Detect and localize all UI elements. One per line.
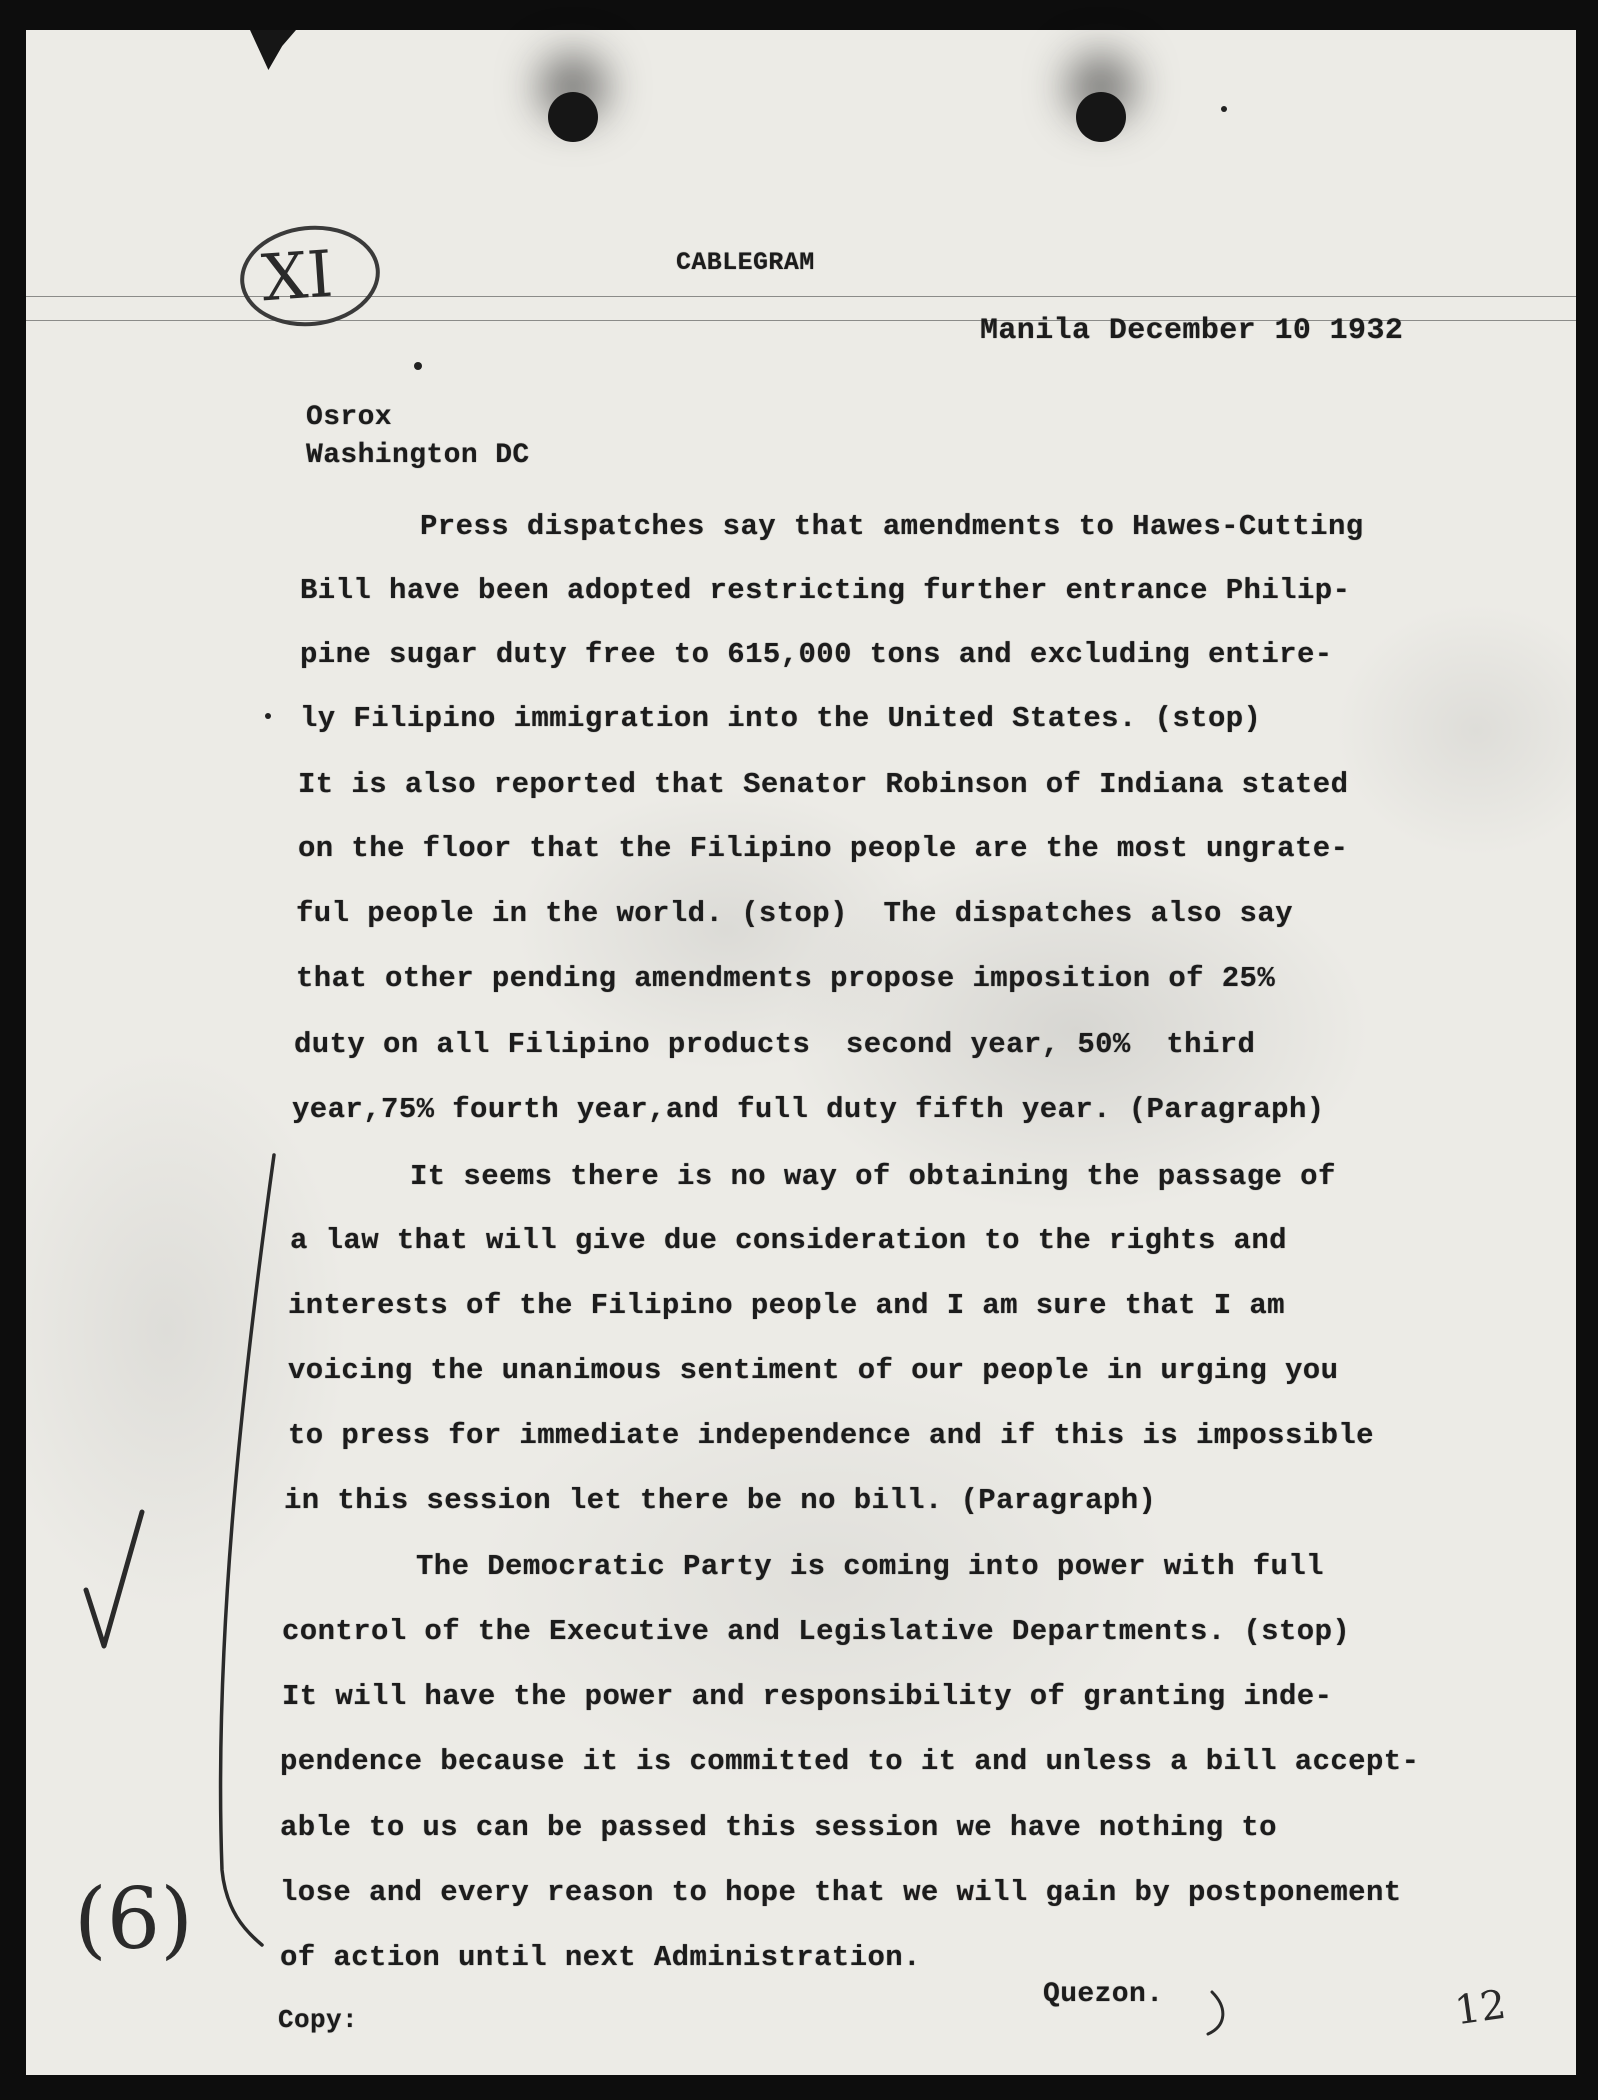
punch-hole-right xyxy=(1076,92,1126,142)
body-line: The Democratic Party is coming into power with full xyxy=(416,1550,1324,1583)
rule-line-top xyxy=(26,296,1576,297)
body-line: interests of the Filipino people and I am sure that I am xyxy=(288,1289,1285,1322)
body-line: ly Filipino immigration into the United States. (stop) xyxy=(300,702,1262,735)
body-line: pine sugar duty free to 615,000 tons and excluding entire- xyxy=(300,638,1333,671)
body-line: year,75% fourth year,and full duty fifth year. (Paragraph) xyxy=(292,1093,1325,1126)
roman-numeral-annotation: XI xyxy=(259,237,336,317)
body-line: of action until next Administration. xyxy=(280,1941,921,1974)
body-line: a law that will give due consideration to the rights and xyxy=(290,1224,1287,1257)
document-title: CABLEGRAM xyxy=(676,248,815,277)
margin-number-annotation: (6) xyxy=(74,1870,193,1968)
addressee-line-2: Washington DC xyxy=(306,440,530,471)
page-number-annotation: 12 xyxy=(1452,1981,1509,2035)
body-line: on the floor that the Filipino people are the most ungrate- xyxy=(298,832,1349,865)
body-line: It seems there is no way of obtaining the passage of xyxy=(410,1160,1336,1193)
addressee-line-1: Osrox xyxy=(306,402,393,433)
signature: Quezon. xyxy=(1043,1979,1164,2010)
body-line: ful people in the world. (stop) The dispatches also say xyxy=(296,897,1293,930)
body-line: able to us can be passed this session we have nothing to xyxy=(280,1811,1277,1844)
body-line: Bill have been adopted restricting further entrance Philip- xyxy=(300,574,1351,607)
body-line: Press dispatches say that amendments to Hawes-Cutting xyxy=(420,510,1364,543)
body-line: lose and every reason to hope that we will gain by postponement xyxy=(280,1876,1402,1909)
body-line: It will have the power and responsibility of granting inde- xyxy=(282,1680,1333,1713)
body-line: to press for immediate independence and if this is impossible xyxy=(288,1419,1374,1452)
body-line: that other pending amendments propose imposition of 25% xyxy=(296,962,1276,995)
body-line: voicing the unanimous sentiment of our people in urging you xyxy=(288,1354,1339,1387)
body-line: duty on all Filipino products second year, 50% third xyxy=(294,1028,1256,1061)
dateline: Manila December 10 1932 xyxy=(980,314,1404,348)
copy-label: Copy: xyxy=(278,2005,359,2035)
body-line: It is also reported that Senator Robinson of Indiana stated xyxy=(298,768,1349,801)
body-line: in this session let there be no bill. (Paragraph) xyxy=(284,1484,1157,1517)
punch-hole-left xyxy=(548,92,598,142)
body-line: pendence because it is committed to it and unless a bill accept- xyxy=(280,1745,1420,1778)
body-line: control of the Executive and Legislative Departments. (stop) xyxy=(282,1615,1351,1648)
